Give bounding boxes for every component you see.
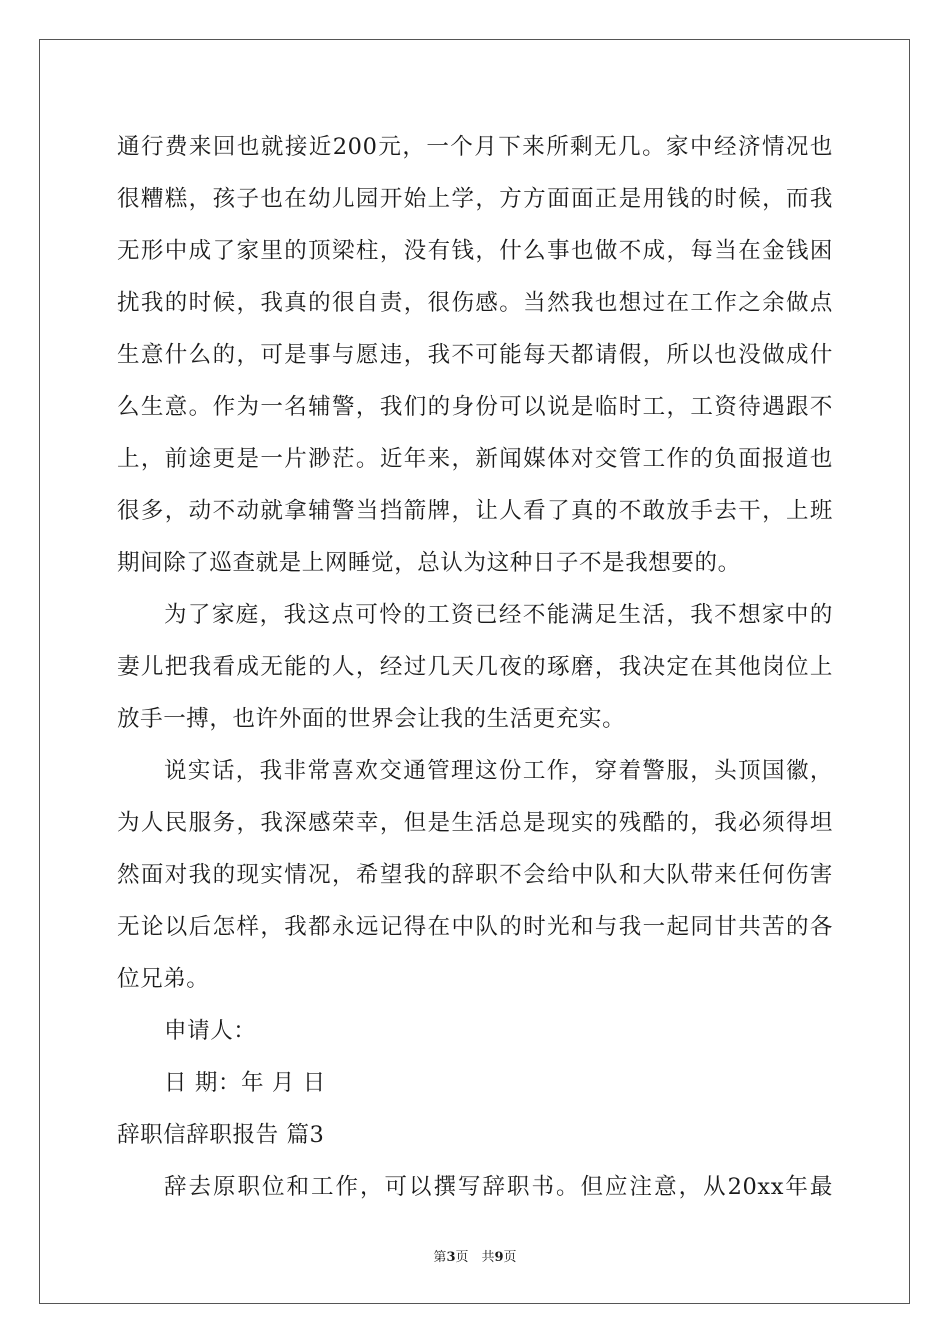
text-line: 无论以后怎样，我都永远记得在中队的时光和与我一起同甘共苦的各 [117,914,833,940]
footer-prefix: 第 [433,1250,447,1265]
text-line: 然面对我的现实情况，希望我的辞职不会给中队和大队带来任何伤害 [117,862,833,888]
footer-mid: 页 共 [455,1250,495,1265]
text-line: 上，前途更是一片渺茫。近年来，新闻媒体对交管工作的负面报道也 [117,446,833,472]
page-footer [0,1246,950,1265]
text-line: 为人民服务，我深感荣幸，但是生活总是现实的残酷的，我必须得坦 [117,810,833,836]
date-label: 日 期：年 月 日 [164,1070,326,1096]
text-line: 很多，动不动就拿辅警当挡箭牌，让人看了真的不敢放手去干，上班 [117,498,833,524]
text-line: 期间除了巡查就是上网睡觉，总认为这种日子不是我想要的。 [117,550,741,576]
text-line: 位兄弟。 [117,966,210,992]
applicant-label: 申请人： [164,1018,257,1044]
text-line: 生意什么的，可是事与愿违，我不可能每天都请假，所以也没做成什 [117,342,833,368]
text-line: 通行费来回也就接近200元，一个月下来所剩无几。家中经济情况也 [117,134,833,160]
document-body [117,125,833,1217]
footer-suffix: 页 [503,1250,517,1265]
paragraph-first-line: 为了家庭，我这点可怜的工资已经不能满足生活，我不想家中的 [164,602,833,628]
paragraph-first-line: 辞去原职位和工作，可以撰写辞职书。但应注意，从20xx年最 [164,1174,833,1200]
total-page-number: 9 [494,1250,504,1265]
text-line: 很糟糕，孩子也在幼儿园开始上学，方方面面正是用钱的时候，而我 [117,186,833,212]
text-line: 无形中成了家里的顶梁柱，没有钱，什么事也做不成，每当在金钱困 [117,238,833,264]
text-line: 么生意。作为一名辅警，我们的身份可以说是临时工，工资待遇跟不 [117,394,833,420]
text-line: 放手一搏，也许外面的世界会让我的生活更充实。 [117,706,626,732]
current-page-number: 3 [446,1250,456,1265]
section-heading: 辞职信辞职报告 篇3 [117,1122,325,1148]
text-line: 扰我的时候，我真的很自责，很伤感。当然我也想过在工作之余做点 [117,290,833,316]
paragraph-first-line: 说实话，我非常喜欢交通管理这份工作，穿着警服，头顶国徽， [164,758,833,784]
text-line: 妻儿把我看成无能的人，经过几天几夜的琢磨，我决定在其他岗位上 [117,654,833,680]
